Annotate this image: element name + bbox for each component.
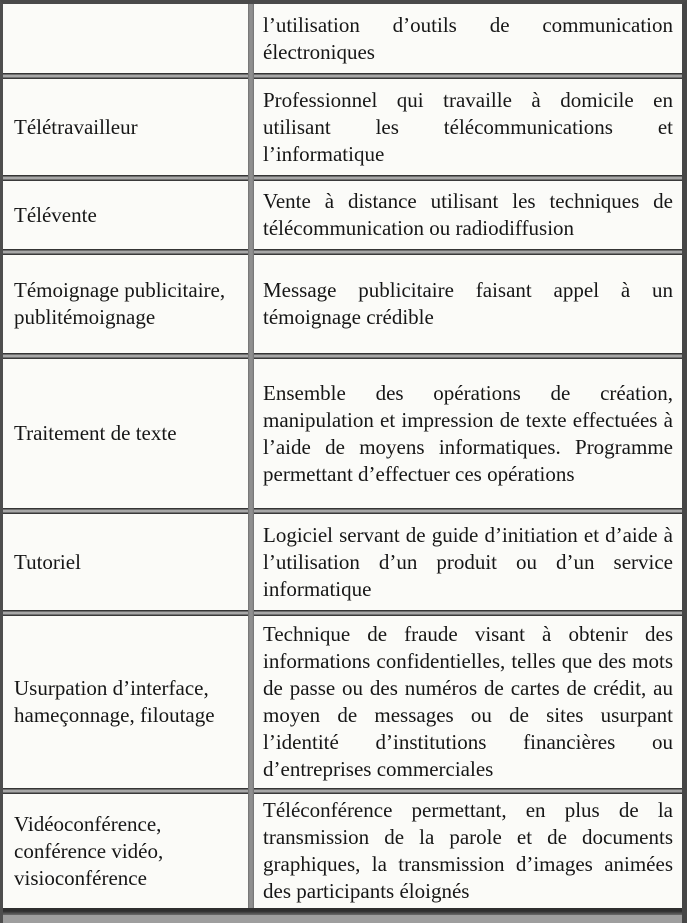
column-divider [248, 4, 254, 908]
definition-text: Ensemble des opérations de création, manipulation et impression de texte effectuées à l’aide de moyens informatiques. Programme permettant d’effectuer ces opérations [263, 380, 673, 486]
definition-text: l’utilisation d’outils de communication électroniques [263, 12, 673, 64]
term-cell [3, 181, 248, 249]
definition-cell [248, 79, 682, 175]
definition-cell [248, 255, 682, 353]
table-bottom-border [3, 908, 682, 915]
table-row [3, 181, 682, 249]
definition-text: Technique de fraude visant à obtenir des informations confidentielles, telles que des mots de passe ou des numéros de cartes de crédit, au moyen de messages ou de sites usurpant l’identité d’institutions financières ou d’entreprises commerciales [263, 622, 673, 781]
term-text: Tutoriel [14, 549, 81, 574]
term-cell [3, 4, 248, 73]
definition-cell [248, 181, 682, 249]
term-cell [3, 255, 248, 353]
table-row [3, 616, 682, 788]
term-cell [3, 79, 248, 175]
definition-text: Téléconférence permettant, en plus de la transmission de la parole et de documents graphiques, la transmission d’images animées des participants éloignés [263, 798, 673, 903]
term-cell [3, 359, 248, 508]
table-row [3, 255, 682, 353]
table-row [3, 359, 682, 508]
term-cell [3, 514, 248, 610]
term-text: Témoignage publicitaire, publitémoignage [14, 278, 226, 329]
definition-cell [248, 514, 682, 610]
definition-cell [248, 794, 682, 908]
table-row [3, 79, 682, 175]
scan-edge-strip [3, 915, 682, 923]
definition-cell [248, 4, 682, 73]
definition-cell [248, 359, 682, 508]
term-text: Traitement de texte [14, 421, 177, 445]
term-text: Télévente [14, 202, 97, 227]
term-cell [3, 794, 248, 908]
table-row [3, 4, 682, 73]
term-cell [3, 616, 248, 788]
term-text: Vidéoconférence, conférence vidéo, visioconférence [14, 811, 164, 890]
definition-text: Vente à distance utilisant les techniques de télécommunication ou radiodiffusion [263, 189, 673, 240]
definition-text: Logiciel servant de guide d’initiation et d’aide à l’utilisation d’un produit ou d’un service informatique [263, 522, 673, 601]
definition-text: Professionnel qui travaille à domicile en utilisant les télécommunications et l’informatique [263, 87, 673, 166]
term-text: Usurpation d’interface, hameçonnage, filoutage [14, 676, 215, 727]
glossary-table [3, 4, 682, 923]
table-row [3, 514, 682, 610]
table-row [3, 794, 682, 908]
term-text: Télétravailleur [14, 114, 138, 139]
definition-cell [248, 616, 682, 788]
definition-text: Message publicitaire faisant appel à un témoignage crédible [263, 278, 673, 329]
